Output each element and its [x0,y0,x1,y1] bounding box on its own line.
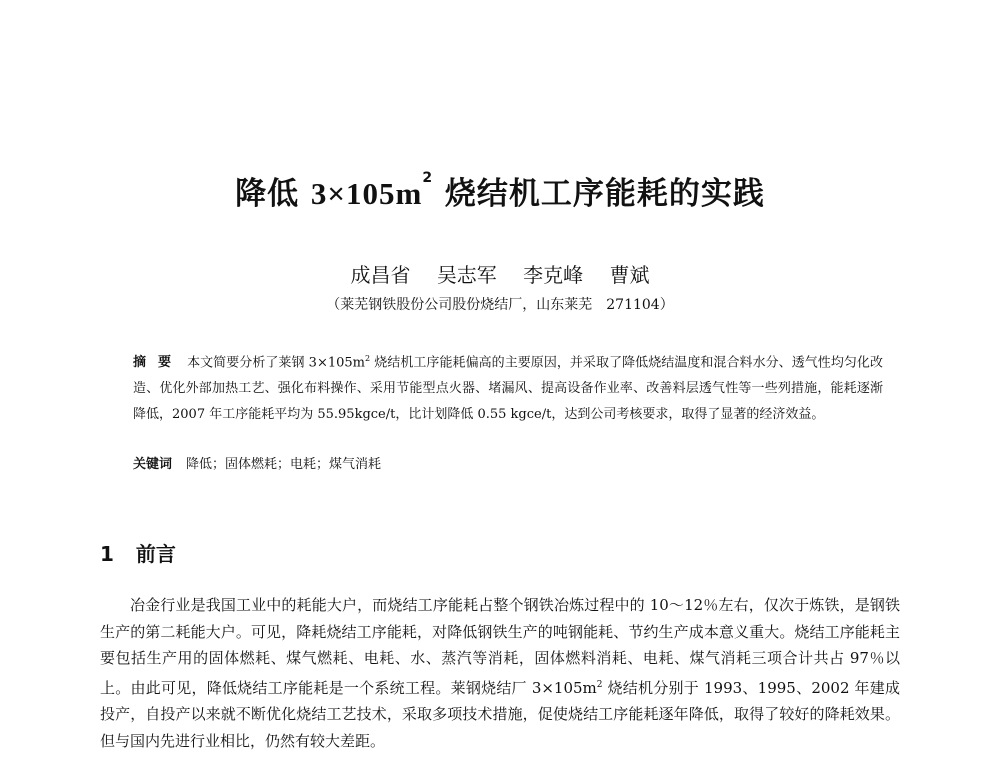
affiliation: （莱芜钢铁股份公司股份烧结厂，山东莱芜 271104） [326,297,674,313]
abstract-text-continued: 烧结机工序能耗偏高的主要原因，并采取了降低烧结温度和混合料水分、透气性均匀化改造、优化外部加热工艺、强化布料操作、采用节能型点火器、堵漏风、提高设备作业率、改善料层透气性等一些列措施，能耗逐渐降低，2007 年工序能耗平均为 55.95kgce/t，比计划降低 0.55 kgce/t，达到公司考核要求，取得了显著的经济效益。 [133,355,883,423]
abstract-text: 本文简要分析了莱钢 3×105m [187,355,365,371]
section-title: 前言 [135,542,176,566]
title-superscript: 2 [422,170,434,186]
title-prefix: 降低 [235,176,311,212]
abstract [133,346,883,428]
author-name: 吴志军 [436,263,497,287]
author-name: 成昌省 [350,263,411,287]
body-superscript: 2 [596,679,603,690]
body-paragraph [100,592,900,755]
abstract-superscript: 2 [364,354,371,363]
keywords-text: 降低；固体燃耗；电耗；煤气消耗 [186,457,382,472]
abstract-label: 摘要 [133,355,184,371]
author-list [0,259,1000,288]
author-name: 李克峰 [523,263,584,287]
author-name: 曹斌 [609,263,650,287]
keywords [133,452,883,478]
paper-title [0,168,1000,213]
section-number: 1 [100,542,114,566]
section-heading [100,538,176,567]
title-number: 3×105m [310,176,423,211]
title-suffix: 烧结机工序能耗的实践 [433,176,765,212]
keywords-label: 关键词 [133,457,173,472]
body-text-continued: 烧结机分别于 1993、1995、2002 年建成投产，自投产以来就不断优化烧结工艺技术，采取多项技术措施，促使烧结工序能耗逐年降低，取得了较好的降耗效果。但与国内先进行业相比，仍然有较大差距。 [100,678,900,750]
body-text: 冶金行业是我国工业中的耗能大户，而烧结工序能耗占整个钢铁冶炼过程中的 10～12％左右，仅次于炼铁，是钢铁生产的第二耗能大户。可见，降耗烧结工序能耗，对降低钢铁生产的吨钢能耗、节约生产成本意义重大。烧结工序能耗主要包括生产用的固体燃耗、煤气燃耗、电耗、水、蒸汽等消耗，固体燃料消耗、电耗、煤气消耗三项合计共占 97％以上。由此可见，降低烧结工序能耗是一个系统工程。莱钢烧结厂 3×105m [100,596,900,697]
